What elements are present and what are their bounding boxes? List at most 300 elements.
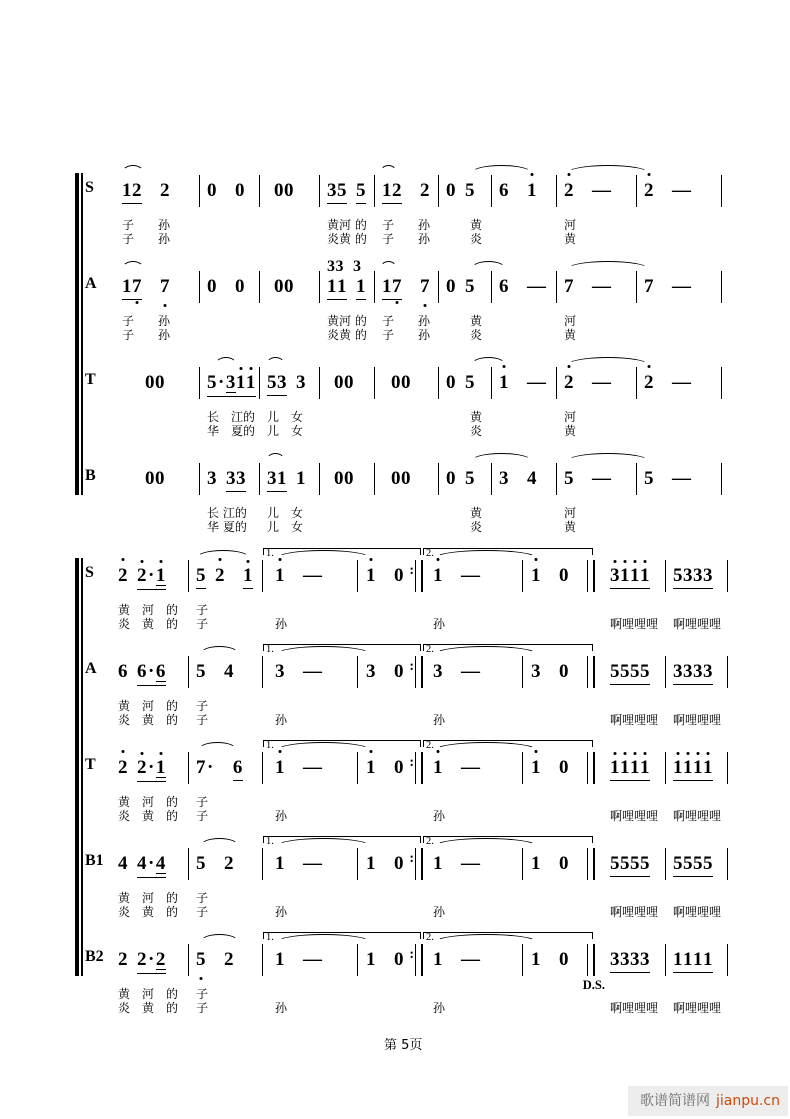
beam-group: [226, 469, 246, 492]
note-digit: 0: [559, 661, 569, 682]
lyrics-line: 儿 女: [267, 410, 304, 424]
note-digit: 0: [394, 661, 404, 682]
note-digit: 3: [703, 565, 713, 586]
volta-bracket: [423, 548, 595, 644]
note-digit: 3: [630, 949, 640, 970]
note-digit: 3: [693, 565, 703, 586]
notes-line: [610, 756, 666, 782]
lyrics: [446, 314, 492, 342]
beam-group: [673, 566, 713, 589]
held-dash: —: [303, 565, 323, 586]
notes-line: [196, 756, 263, 782]
note-digit: 0: [559, 949, 569, 970]
volta-bracket: [263, 932, 423, 1028]
note-digit: 5: [673, 853, 683, 874]
measure: [666, 836, 728, 932]
note-digit: 0: [274, 276, 284, 297]
measure-spacer: [595, 836, 603, 932]
note-digit: 2: [160, 180, 170, 201]
note-digit: 0: [446, 468, 456, 489]
note-digit: 2: [224, 949, 234, 970]
held-dash: —: [672, 372, 692, 393]
note-digit: 3: [327, 258, 336, 275]
note-digit: 5: [644, 468, 654, 489]
note-digit: 2: [644, 372, 654, 393]
beam-group-double: [156, 662, 166, 682]
note-digit: 5: [337, 180, 347, 201]
note-digit: 7: [644, 276, 654, 297]
measure: [358, 836, 423, 932]
beam-group: [137, 758, 166, 782]
notes-line: [118, 948, 189, 974]
note-digit: 1: [531, 565, 541, 586]
notes-line: [564, 179, 637, 205]
note-digit: 5: [620, 853, 630, 874]
volta-bracket: [423, 644, 595, 740]
measure: [439, 451, 492, 547]
note-digit: 4: [527, 468, 537, 489]
lyrics-line: 啊哩哩哩: [610, 1001, 659, 1015]
lyrics-line: 黄河 的: [327, 314, 367, 328]
lyrics-line: [673, 891, 728, 905]
measure: [111, 548, 189, 644]
measure-spacer: [595, 644, 603, 740]
lyrics-line: 黄 河 的: [118, 987, 179, 1001]
volta-label: 2.: [426, 932, 434, 943]
note-digit: 5: [196, 565, 206, 586]
volta-label: 1.: [266, 644, 274, 655]
lyrics-line: [673, 987, 728, 1001]
lyrics-line: [610, 987, 666, 1001]
note-digit: 3: [353, 258, 362, 275]
voice-row: [85, 259, 722, 355]
measure: [637, 163, 722, 259]
lyrics-line: 孙: [275, 809, 288, 823]
volta-bracket: [423, 740, 595, 836]
measure-spacer: [595, 740, 603, 836]
notes-line: [531, 564, 595, 590]
note-digit: 5: [693, 853, 703, 874]
voice-label-T: T: [85, 371, 96, 388]
beam-group: [610, 854, 650, 877]
measure: [375, 259, 439, 355]
barline: [721, 463, 722, 495]
lyrics-line: 啊哩哩哩: [673, 905, 722, 919]
measure: [200, 451, 260, 547]
lyrics: [610, 699, 666, 727]
note-digit: 1: [366, 853, 376, 874]
barline: [587, 848, 595, 880]
notes-line: [610, 660, 666, 686]
beam-group: [137, 662, 166, 686]
lyrics: [564, 410, 637, 438]
notes-line: [391, 467, 439, 493]
lyrics-line: [433, 699, 523, 713]
note-digit: 3: [673, 661, 683, 682]
notes-line: [499, 275, 557, 301]
note-digit: 1: [155, 757, 166, 778]
divisi-notes: [327, 259, 362, 275]
staff-rows: [85, 548, 728, 1028]
note-digit: 1: [703, 949, 713, 970]
barline: [727, 944, 728, 976]
measure: [263, 740, 358, 836]
volta-bracket: [263, 740, 423, 836]
note-digit: 3: [620, 949, 630, 970]
measure: [358, 644, 423, 740]
notes-line: [644, 371, 722, 397]
lyrics: [275, 987, 358, 1015]
lyrics-line: 炎 黄 的: [118, 809, 179, 823]
note-digit: 1: [531, 949, 541, 970]
beam-group: [327, 277, 347, 300]
note-digit: 2: [132, 180, 142, 201]
notes-line: [446, 179, 492, 205]
lyrics-line: [433, 795, 523, 809]
beam-group: [267, 469, 287, 492]
notes-line: [275, 660, 358, 686]
note-digit: 7: [392, 276, 402, 297]
measure: [603, 836, 666, 932]
beam-group-double: [156, 950, 166, 970]
barline: [415, 656, 423, 688]
measure: [603, 932, 666, 1028]
lyrics-line: 子 孙: [382, 314, 431, 328]
note-digit: 1: [640, 565, 650, 586]
barline: [727, 560, 728, 592]
barline: [727, 848, 728, 880]
lyrics-line: 子 孙: [382, 232, 431, 246]
lyrics: [673, 603, 728, 631]
note-digit: 2: [224, 853, 234, 874]
notes-line: [610, 948, 666, 974]
measure: [492, 451, 557, 547]
note-digit: 4: [224, 661, 234, 682]
beam-group-double: [156, 758, 166, 778]
repeat-dots: :: [409, 851, 414, 866]
measure: [603, 644, 666, 740]
notes-line: [644, 467, 722, 493]
measure: [189, 740, 263, 836]
note-digit: 0: [155, 372, 165, 393]
lyrics-line: 孙: [433, 1001, 446, 1015]
lyrics-line: [673, 699, 728, 713]
note-digit: 1: [122, 276, 132, 297]
note-digit: 2: [137, 949, 147, 970]
beam-group: [327, 181, 347, 204]
measure: [603, 740, 666, 836]
watermark-site-name: 歌谱简谱网: [639, 1093, 710, 1109]
notes-line: [673, 948, 728, 974]
notes-line: [122, 275, 200, 301]
notes-line: [433, 660, 523, 686]
note-digit: 1: [433, 853, 443, 874]
watermark-site-link[interactable]: jianpu.cn: [715, 1093, 780, 1109]
note-digit: 1: [693, 757, 703, 778]
note-digit: 0: [391, 372, 401, 393]
note-digit: 3: [267, 468, 277, 489]
note-digit: 0: [145, 372, 155, 393]
measure: [557, 451, 637, 547]
notes-line: [531, 660, 595, 686]
notes-line: [391, 371, 439, 397]
voice-label-B1: B1: [85, 852, 104, 869]
lyrics-line: 黄: [564, 328, 577, 342]
beam-group: [673, 950, 713, 973]
measure: [189, 836, 263, 932]
measure: [523, 932, 605, 1028]
measure: [423, 740, 523, 836]
lyrics: [267, 410, 320, 438]
lyrics-line: 啊哩哩哩: [673, 713, 722, 727]
beam-group: [610, 662, 650, 685]
notes-line: [196, 948, 263, 974]
augmentation-dot: ·: [148, 757, 155, 778]
augmentation-dot: ·: [148, 949, 155, 970]
lyrics-line: 啊哩哩哩: [610, 713, 659, 727]
note-digit: 5: [196, 661, 206, 682]
measure-spacer: [595, 932, 603, 1028]
measure: [111, 740, 189, 836]
staff-rows: [85, 163, 722, 547]
note-digit: 5: [703, 853, 713, 874]
lyrics-line: [433, 891, 523, 905]
note-digit: 0: [207, 180, 217, 201]
lyrics: [275, 603, 358, 631]
lyrics: [382, 218, 439, 246]
notes-line: [196, 660, 263, 686]
lyrics: [118, 795, 189, 823]
note-digit: 5: [196, 853, 206, 874]
lyrics: [275, 699, 358, 727]
beam-group-double: [156, 854, 166, 874]
note-digit: 1: [275, 757, 285, 778]
note-digit: 0: [391, 468, 401, 489]
lyrics: [275, 891, 358, 919]
lyrics-line: [275, 891, 358, 905]
notes-line: [644, 179, 722, 205]
notes-line: [531, 852, 595, 878]
lyrics-line: [610, 891, 666, 905]
notes-line: [207, 371, 260, 397]
measure: [492, 163, 557, 259]
note-digit: 3: [236, 468, 246, 489]
lyrics: [610, 891, 666, 919]
measure: [320, 259, 375, 355]
lyrics-line: 啊哩哩哩: [610, 809, 659, 823]
note-digit: 1: [693, 949, 703, 970]
note-digit: 1: [433, 565, 443, 586]
note-digit: 2: [215, 565, 225, 586]
notes-line: [196, 564, 263, 590]
measure: [115, 259, 200, 355]
barline: [727, 752, 728, 784]
held-dash: —: [461, 565, 481, 586]
note-digit: 3: [207, 468, 217, 489]
note-digit: 2: [564, 180, 574, 201]
note-digit: 6: [137, 661, 147, 682]
lyrics: [327, 218, 375, 246]
note-digit: 1: [620, 565, 630, 586]
lyrics-line: 炎黄 的: [327, 328, 367, 342]
lyrics: [267, 506, 320, 534]
beam-group: [137, 950, 166, 974]
watermark: [628, 1086, 788, 1116]
measure: [263, 644, 358, 740]
measure: [637, 355, 722, 451]
note-digit: 1: [243, 565, 253, 586]
notes-line: [499, 371, 557, 397]
lyrics-line: 孙: [275, 713, 288, 727]
lyrics-line: [673, 603, 728, 617]
note-digit: 1: [683, 949, 693, 970]
note-digit: 1: [235, 372, 246, 393]
lyrics-line: [610, 795, 666, 809]
measure: [358, 932, 423, 1028]
note-digit: 1: [245, 372, 256, 393]
measure: [557, 163, 637, 259]
note-digit: 1: [327, 276, 337, 297]
notes-line: [644, 275, 722, 301]
lyrics: [327, 314, 375, 342]
notes-line: [433, 564, 523, 590]
lyrics-line: 子: [196, 1001, 209, 1015]
held-dash: —: [592, 276, 612, 297]
lyrics: [673, 987, 728, 1015]
notes-line: [499, 179, 557, 205]
lyrics-line: 长 江的: [207, 506, 247, 520]
note-digit: 1: [630, 757, 640, 778]
volta-label: 1.: [266, 548, 274, 559]
notes-line: [673, 660, 728, 686]
held-dash: —: [672, 276, 692, 297]
lyrics: [196, 891, 263, 919]
note-digit: 2: [392, 180, 402, 201]
barline: [415, 560, 423, 592]
note-digit: 2: [155, 949, 166, 970]
beam-group-double: [226, 373, 236, 393]
measure: [492, 259, 557, 355]
note-digit: 0: [145, 468, 155, 489]
note-digit: 5: [640, 853, 650, 874]
note-digit: 0: [334, 468, 344, 489]
lyrics: [196, 699, 263, 727]
note-digit: 0: [284, 276, 294, 297]
lyrics-line: 长 江的: [207, 410, 256, 424]
barline: [587, 752, 595, 784]
notes-line: [433, 948, 523, 974]
lyrics: [446, 506, 492, 534]
lyrics-line: 啊哩哩哩: [610, 617, 659, 631]
voice-row: [85, 644, 728, 740]
measure: [320, 163, 375, 259]
beam-group: [122, 181, 142, 204]
measure: [666, 644, 728, 740]
note-digit: 4: [155, 853, 166, 874]
lyrics-line: [275, 603, 358, 617]
beam-group: [673, 662, 713, 685]
lyrics: [275, 795, 358, 823]
lyrics: [122, 218, 200, 246]
note-digit: 0: [446, 180, 456, 201]
notes-line: [564, 275, 637, 301]
note-digit: 3: [640, 949, 650, 970]
sheet-system-2: [75, 548, 728, 1028]
system-barline: [75, 173, 83, 495]
notes-line: [334, 467, 375, 493]
lyrics-line: 黄 河 的: [118, 795, 179, 809]
lyrics-line: 子 孙: [122, 232, 171, 246]
volta-label: 2.: [426, 644, 434, 655]
lyrics-line: 孙: [433, 713, 446, 727]
lyrics: [610, 603, 666, 631]
note-digit: 1: [275, 949, 285, 970]
note-digit: 1: [640, 757, 650, 778]
notes-line: [145, 371, 200, 397]
notes-line: [118, 564, 189, 590]
note-digit: 6: [499, 180, 509, 201]
measure: [439, 355, 492, 451]
augmentation-dot: ·: [148, 661, 155, 682]
notes-line: [673, 852, 728, 878]
note-digit: 0: [394, 757, 404, 778]
notes-line: [267, 467, 320, 493]
measure: [189, 548, 263, 644]
note-digit: 1: [610, 757, 620, 778]
repeat-dots: :: [409, 755, 414, 770]
measure: [358, 740, 423, 836]
note-digit: 0: [401, 468, 411, 489]
voice-label-B2: B2: [85, 948, 104, 965]
note-digit: 5: [640, 661, 650, 682]
volta-label: 2.: [426, 836, 434, 847]
note-digit: 5: [683, 853, 693, 874]
note-digit: 0: [401, 372, 411, 393]
measure: [263, 932, 358, 1028]
measure: [189, 932, 263, 1028]
lyrics-line: 炎: [446, 520, 483, 534]
measure: [320, 355, 375, 451]
voice-row: [85, 740, 728, 836]
voice-label-S: S: [85, 179, 94, 196]
notes-line: [207, 179, 260, 205]
notes-line: [446, 275, 492, 301]
notes-line: [275, 756, 358, 782]
note-digit: 3: [703, 661, 713, 682]
note-digit: 4: [118, 853, 128, 874]
notes-line: [118, 756, 189, 782]
lyrics-line: 黄 河 的: [118, 891, 179, 905]
notes-line: [275, 852, 358, 878]
note-digit: 0: [446, 276, 456, 297]
held-dash: —: [303, 661, 323, 682]
lyrics-line: 孙: [433, 617, 446, 631]
lyrics: [610, 795, 666, 823]
beam-group: [610, 950, 650, 973]
lyrics-line: 黄: [446, 506, 483, 520]
held-dash: —: [461, 757, 481, 778]
measure: [523, 644, 595, 740]
note-digit: 1: [382, 180, 392, 201]
note-digit: 4: [137, 853, 147, 874]
beam-group-double: [156, 566, 166, 586]
voice-label-A: A: [85, 660, 97, 677]
lyrics: [118, 603, 189, 631]
note-digit: 0: [274, 180, 284, 201]
lyrics-line: 炎: [446, 232, 483, 246]
held-dash: —: [592, 468, 612, 489]
lyrics-line: 黄河 的: [327, 218, 367, 232]
